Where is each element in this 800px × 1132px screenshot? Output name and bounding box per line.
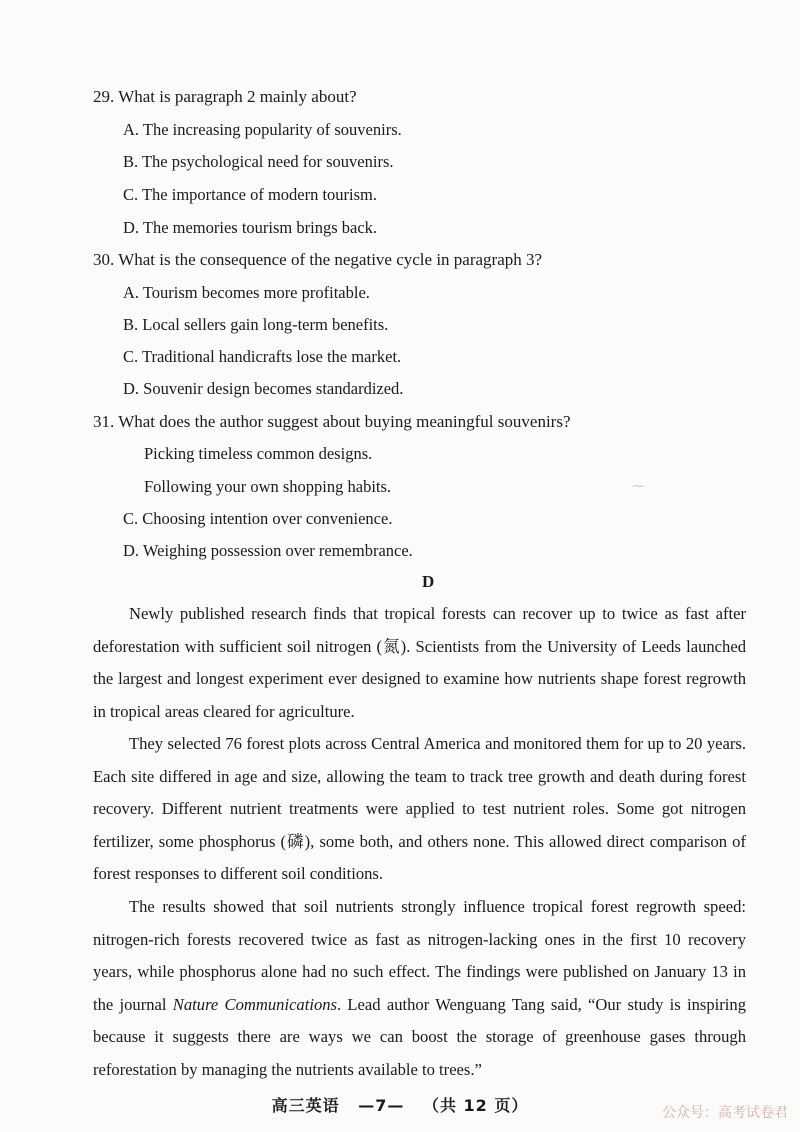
scan-artifact-mark: ⁓: [632, 478, 645, 493]
question-29-option-d: D. The memories tourism brings back.: [123, 218, 378, 237]
question-29-stem: 29. What is paragraph 2 mainly about?: [93, 87, 357, 106]
passage-paragraph-3: [93, 891, 746, 1086]
watermark: 公众号：高考试卷君: [662, 1105, 788, 1121]
paragraph-3-text-start: The results showed that soil nutrients strongly influence tropical forest regrowth speed: nitrogen-rich forests recovered twice as fast as nitrogen-lacking ones in the first 10 recovery years, while phosphorus alone had no such effect. The findings were published on January 13 in the journal: [93, 897, 746, 1014]
question-30-option-b: B. Local sellers gain long-term benefits.: [123, 315, 389, 334]
question-31-option-c: C. Choosing intention over convenience.: [123, 509, 393, 528]
question-31-option-d: D. Weighing possession over remembrance.: [123, 541, 413, 560]
section-letter: D: [422, 572, 435, 591]
passage-paragraph-2: They selected 76 forest plots across Central America and monitored them for up to 20 years. Each site differed in age and size, allowing the team to track tree growth and death during forest recovery. Different nutrient treatments were applied to test nutrient roles. Some got nitrogen fertilizer, some phosphorus (磷), some both, and others none. This allowed direct comparison of forest responses to different soil conditions.: [93, 734, 746, 883]
question-31-option-a: Picking timeless common designs.: [144, 444, 373, 463]
question-29-option-a: A. The increasing popularity of souvenirs.: [123, 120, 402, 139]
question-29-option-c: C. The importance of modern tourism.: [123, 185, 378, 204]
question-31-option-b: Following your own shopping habits.: [144, 477, 392, 496]
footer-total-pages: （共 12 页）: [422, 1096, 529, 1115]
question-31-stem: 31. What does the author suggest about buying meaningful souvenirs?: [93, 412, 571, 431]
journal-name: Nature Communications: [172, 994, 338, 1014]
question-30-option-c: C. Traditional handicrafts lose the market.: [123, 347, 402, 366]
question-30-stem: 30. What is the consequence of the negative cycle in paragraph 3?: [93, 250, 543, 269]
footer-subject: 高三英语: [271, 1096, 340, 1115]
question-30-option-d: D. Souvenir design becomes standardized.: [123, 379, 404, 398]
question-29-option-b: B. The psychological need for souvenirs.: [123, 152, 394, 171]
footer-page-number: —7—: [358, 1096, 405, 1115]
paragraph-3-text-end: . Lead author Wenguang Tang said, “Our study is inspiring because it suggests there are ways we can boost the storage of greenhouse gases through reforestation by managing the nutrients available to trees.”: [93, 994, 746, 1079]
passage-paragraph-1: Newly published research finds that tropical forests can recover up to twice as fast after deforestation with sufficient soil nitrogen (氮). Scientists from the University of Leeds launched the largest and longest experiment ever designed to examine how nutrients shape forest regrowth in tropical areas cleared for agriculture.: [93, 604, 746, 721]
question-30-option-a: A. Tourism becomes more profitable.: [123, 283, 370, 302]
